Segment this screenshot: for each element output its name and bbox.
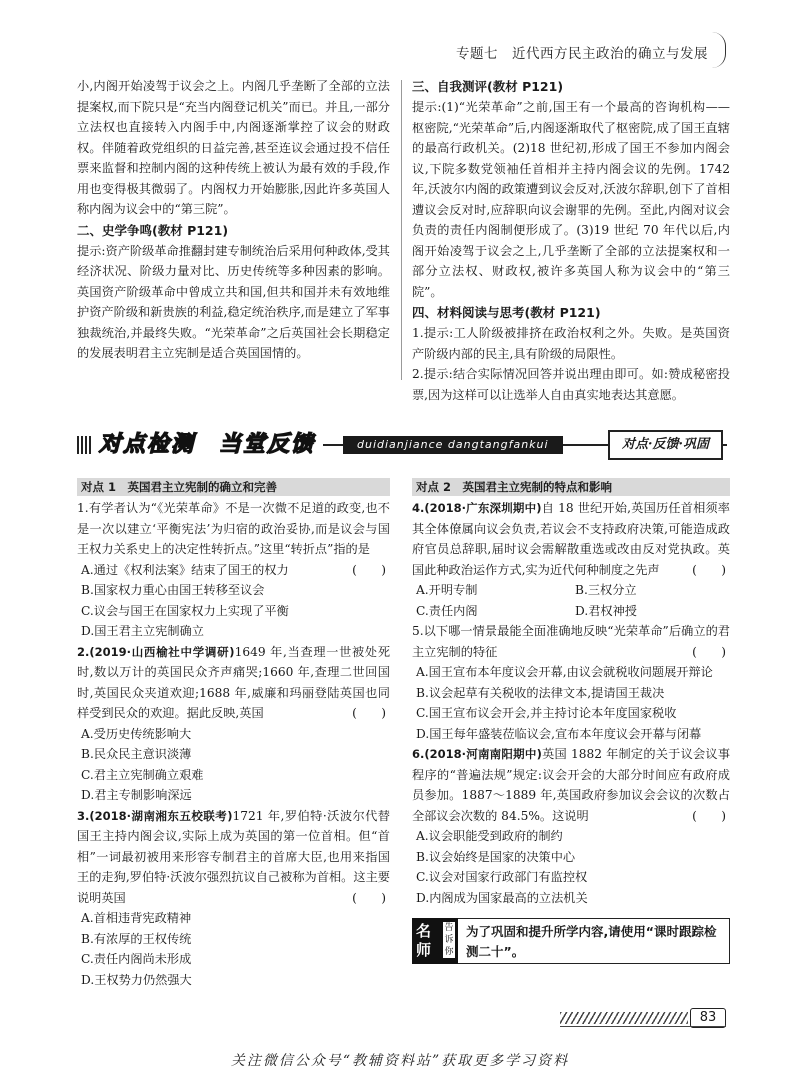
column-divider: [401, 80, 402, 380]
page-header: [0, 30, 800, 70]
q4-options-row-2: [412, 601, 730, 622]
left-top-column: [77, 76, 390, 364]
question-3: 3.(2018·湖南湘东五校联考)1721 年,罗伯特·沃波尔代替国王主持内阁会议,实际上成为英国的第一位首相。但“首相”一词最初被用来形容专制君主的首席大臣,也用来指国王的走狗,罗伯特·沃波尔强烈抗议自己被称为首相。这主要说明英国 ( ): [77, 808, 390, 905]
teacher-badge-icon: 名 师 告诉你: [412, 918, 458, 964]
q2-option-c: C.君主立宪制确立艰难: [81, 767, 204, 782]
q5-option-d: D.国王每年盛装莅临议会,宣布本年度议会开幕与闭幕: [416, 726, 702, 741]
q5-option-a: A.国王宣布本年度议会开幕,由议会就税收问题展开辩论: [416, 665, 713, 679]
q4-options-row-1: [412, 580, 730, 601]
header-bracket: [712, 32, 726, 68]
page-number: 83: [690, 1008, 726, 1028]
banner-tag: 对点·反馈·巩固: [608, 430, 723, 460]
q4-option-b: B.三权分立: [575, 583, 637, 597]
q1-option-b: B.国家权力重心由国王转移至议会: [81, 583, 265, 597]
footer-rule: [560, 1026, 726, 1027]
q1-option-c: C.议会与国王在国家权力上实现了平衡: [81, 603, 289, 618]
footer-hatch: [560, 1012, 688, 1024]
q6-option-a: A.议会职能受到政府的制约: [416, 829, 563, 843]
chapter-title: 专题七 近代西方民主政治的确立与发展: [456, 46, 708, 62]
q2-option-a: A.受历史传统影响大: [81, 726, 192, 741]
q4-option-c: C.责任内阁: [416, 603, 478, 618]
section-banner: [77, 424, 727, 466]
question-1: 1.有学者认为“《光荣革命》不是一次微不足道的政变,也不是一次以建立‘平衡宪法’为归宿的政治妥协,而是议会与国王权力关系史上的决定性转折点。”这里“转折点”指的是 ( ): [77, 501, 390, 577]
q3-option-b: B.有浓厚的王权传统: [81, 931, 192, 946]
q2-option-d: D.君主专制影响深远: [81, 788, 192, 802]
topic-1-head: 对点 1 英国君主立宪制的确立和完善: [77, 478, 390, 496]
continued-paragraph: 小,内阁开始凌驾于议会之上。内阁几乎垄断了全部的立法提案权,而下院只是“充当内阁登记机关”而已。并且,一部分立法权也直接转入内阁手中,内阁逐渐掌控了议会的财政权。伴随着政党组织的日益完善,甚至连议会通过投不信任票来监督和控制内阁的这种传统上被认为最有效的手段,作用也变得极其微弱了。内阁权力开始膨胀,因此许多英国人称内阁为议会中的“第三院”。: [77, 79, 390, 216]
q1-option-a: A.通过《权利法案》结束了国王的权力: [81, 562, 289, 577]
section-4-item-2: 2.提示:结合实际情况回答并说出理由即可。如:赞成秘密投票,因为这样可以让选举人自由真实地表达其意愿。: [412, 367, 730, 402]
section-2-text: 提示:资产阶级革命推翻封建专制统治后采用何种政体,受其经济状况、阶级力量对比、历史传统等多种因素的影响。英国资产阶级革命中曾成立共和国,但共和国并未有效地维护资产阶级和新贵族的利益,稳定统治秩序,而是建立了军事独裁统治,并最终失败。“光荣革命”之后英国社会长期稳定的发展表明君主立宪制是适合英国国情的。: [77, 243, 390, 360]
question-4: 4.(2018·广东深圳期中)自 18 世纪开始,英国历任首相须率其全体僚属向议会负责,若议会不支持政府决策,可能造成政府官员总辞职,届时议会需解散重选或改由反对党执政。英国此种政治运作方式,实为近代何种制度之先声 ( ): [412, 501, 730, 577]
question-5: 5.以下哪一情景最能全面准确地反映“光荣革命”后确立的君主立宪制的特征 ( ): [412, 624, 730, 659]
q3-option-c: C.责任内阁尚未形成: [81, 952, 192, 966]
teacher-tip-box: [412, 918, 730, 964]
section-2-title: 二、史学争鸣(教材 P121): [77, 222, 229, 238]
section-3-text: 提示:(1)“光荣革命”之前,国王有一个最高的咨询机构——枢密院,“光荣革命”后,内阁逐渐取代了枢密院,成了国王直辖的最高行政机关。(2)18 世纪初,形成了国王不参加内阁会议,下院多数党领袖任首相并主持内阁会议的先例。1742 年,沃波尔内阁的政策遭到议会反对,沃波尔辞职,创下了首相遭议会反对时,应辞职向议会谢罪的先例。至此,内阁对议会负责的责任内阁制便形成了。(3)19 世纪 70 年代以后,内阁开始凌驾于议会之上,几乎垄断了全部的立法提案权和一部分立法权、财政权,被许多英国人称为议会中的“第三院”。: [412, 100, 730, 299]
right-top-column: [412, 76, 730, 405]
section-3-title: 三、自我测评(教材 P121): [412, 79, 564, 94]
banner-pinyin: duidianjiance dangtangfankui: [343, 436, 563, 454]
q6-option-c: C.议会对国家行政部门有监控权: [416, 870, 588, 884]
left-bottom-column: [77, 478, 390, 990]
q4-option-a: A.开明专制: [416, 583, 478, 597]
section-4-title: 四、材料阅读与思考(教材 P121): [412, 305, 601, 320]
q1-option-d: D.国王君主立宪制确立: [81, 624, 204, 638]
q6-option-d: D.内阁成为国家最高的立法机关: [416, 890, 588, 905]
question-6: 6.(2018·河南南阳期中)英国 1882 年制定的关于议会议事程序的“普遍法规”规定:议会开会的大部分时间应有政府成员参加。1887～1889 年,英国政府参加议会会议的次数占全部议会次数的 84.5%。这说明 ( ): [412, 747, 731, 823]
q6-option-b: B.议会始终是国家的决策中心: [416, 849, 576, 864]
topic-2-head: 对点 2 英国君主立宪制的特点和影响: [412, 478, 730, 496]
q4-option-d: D.君权神授: [575, 603, 637, 618]
q3-option-d: D.王权势力仍然强大: [81, 972, 192, 987]
question-2: 2.(2019·山西榆社中学调研)1649 年,当查理一世被处死时,数以万计的英国民众齐声痛哭;1660 年,查理二世回国时,英国民众夹道欢迎;1688 年,威廉和玛丽登陆英国也同样受到民众的欢迎。据此反映,英国 ( ): [77, 644, 391, 720]
footer-note: 关注微信公众号“教辅资料站”获取更多学习资料: [230, 1053, 570, 1069]
q2-option-b: B.民众民主意识淡薄: [81, 747, 192, 761]
q5-option-c: C.国王宣布议会开会,并主持讨论本年度国家税收: [416, 706, 677, 720]
q5-option-b: B.议会起草有关税收的法律文本,提请国王裁决: [416, 685, 665, 700]
q3-option-a: A.首相违背宪政精神: [81, 911, 192, 925]
right-bottom-column: [412, 478, 730, 964]
banner-title: 对点检测 当堂反馈: [91, 424, 323, 466]
teacher-tip-message: 为了巩固和提升所学内容,请使用“课时跟踪检测二十”。: [458, 918, 730, 964]
section-4-item-1: 1.提示:工人阶级被排挤在政治权利之外。失败。是英国资产阶级内部的民主,具有阶级的局限性。: [412, 326, 730, 361]
